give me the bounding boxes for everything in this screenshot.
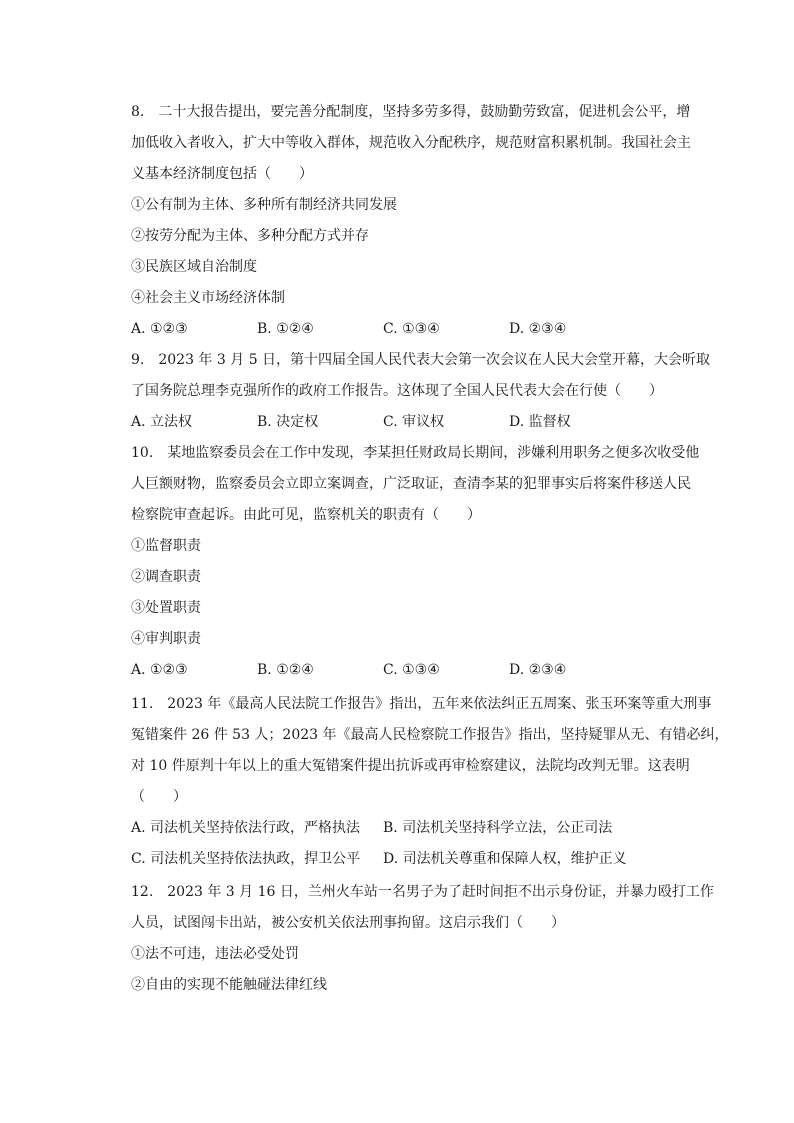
option-b: B. ①②④ (257, 321, 314, 337)
question-8-line-3: 义基本经济制度包括（ ） (131, 166, 313, 182)
question-10-statement-2: ②调查职责 (131, 569, 201, 585)
question-10-options (131, 661, 671, 679)
question-11-options-row-2 (131, 850, 671, 868)
question-8-statement-2: ②按劳分配为主体、多种分配方式并存 (131, 228, 369, 244)
option-b: B. ①②④ (257, 662, 314, 678)
question-8-line-2: 加低收入者收入，扩大中等收入群体，规范收入分配秩序，规范财富积累机制。我国社会主 (131, 135, 691, 151)
option-a: A. ①②③ (131, 321, 188, 337)
question-8-statement-1: ①公有制为主体、多种所有制经济共同发展 (131, 197, 397, 213)
question-9-line-2: 了国务院总理李克强所作的政府工作报告。这体现了全国人民代表大会在行使（ ） (131, 383, 663, 399)
question-11-line-3: 对 10 件原判十年以上的重大冤错案件提出抗诉或再审检察建议，法院均改判无罪。这表明 (131, 758, 690, 774)
question-12-line-2: 人员，试图闯卡出站，被公安机关依法刑事拘留。这启示我们（ ） (131, 915, 565, 931)
option-d: D. ②③④ (509, 321, 567, 337)
question-8-line-1: 8. 二十大报告提出，要完善分配制度，坚持多劳多得，鼓励勤劳致富，促进机会公平，增 (131, 104, 691, 120)
question-8-statement-4: ④社会主义市场经济体制 (131, 290, 285, 306)
question-12-statement-2: ②自由的实现不能触碰法律红线 (131, 977, 327, 993)
question-12-line-1: 12. 2023 年 3 月 16 日，兰州火车站一名男子为了赶时间拒不出示身份证，并暴力殴打工作 (131, 884, 714, 900)
question-11-line-2: 冤错案件 26 件 53 人；2023 年《最高人民检察院工作报告》指出，坚持疑罪从无、有错必纠， (131, 727, 729, 743)
question-11-options-row-1 (131, 819, 671, 837)
question-8-options (131, 320, 671, 338)
question-11-line-1: 11. 2023 年《最高人民法院工作报告》指出，五年来依法纠正五周案、张玉环案等重大刑事 (131, 696, 712, 712)
option-d: D. 监督权 (509, 414, 571, 430)
question-10-statement-4: ④审判职责 (131, 631, 201, 647)
option-a: A. ①②③ (131, 662, 188, 678)
option-a: A. 司法机关坚持依法行政，严格执法 (131, 820, 361, 836)
question-10-statement-1: ①监督职责 (131, 538, 201, 554)
question-10-line-2: 人巨额财物，监察委员会立即立案调查，广泛取证，查清李某的犯罪事实后将案件移送人民 (131, 476, 691, 492)
question-12-statement-1: ①法不可违，违法必受处罚 (131, 946, 299, 962)
option-a: A. 立法权 (131, 414, 193, 430)
question-11-line-4: （ ） (131, 789, 187, 805)
option-b: B. 司法机关坚持科学立法，公正司法 (383, 820, 613, 836)
option-b: B. 决定权 (257, 414, 319, 430)
option-c: C. 司法机关坚持依法执政，捍卫公平 (131, 851, 361, 867)
question-10-statement-3: ③处置职责 (131, 600, 201, 616)
question-9-options (131, 413, 671, 431)
question-10-line-3: 检察院审查起诉。由此可见，监察机关的职责有（ ） (131, 507, 481, 523)
question-8-statement-3: ③民族区域自治制度 (131, 259, 257, 275)
option-d: D. ②③④ (509, 662, 567, 678)
option-d: D. 司法机关尊重和保障人权，维护正义 (383, 851, 627, 867)
option-c: C. ①③④ (383, 321, 440, 337)
question-10-line-1: 10. 某地监察委员会在工作中发现，李某担任财政局长期间，涉嫌利用职务之便多次收受他 (131, 445, 700, 461)
option-c: C. 审议权 (383, 414, 445, 430)
question-9-line-1: 9. 2023 年 3 月 5 日，第十四届全国人民代表大会第一次会议在人民大会堂开幕，大会听取 (131, 352, 711, 368)
option-c: C. ①③④ (383, 662, 440, 678)
